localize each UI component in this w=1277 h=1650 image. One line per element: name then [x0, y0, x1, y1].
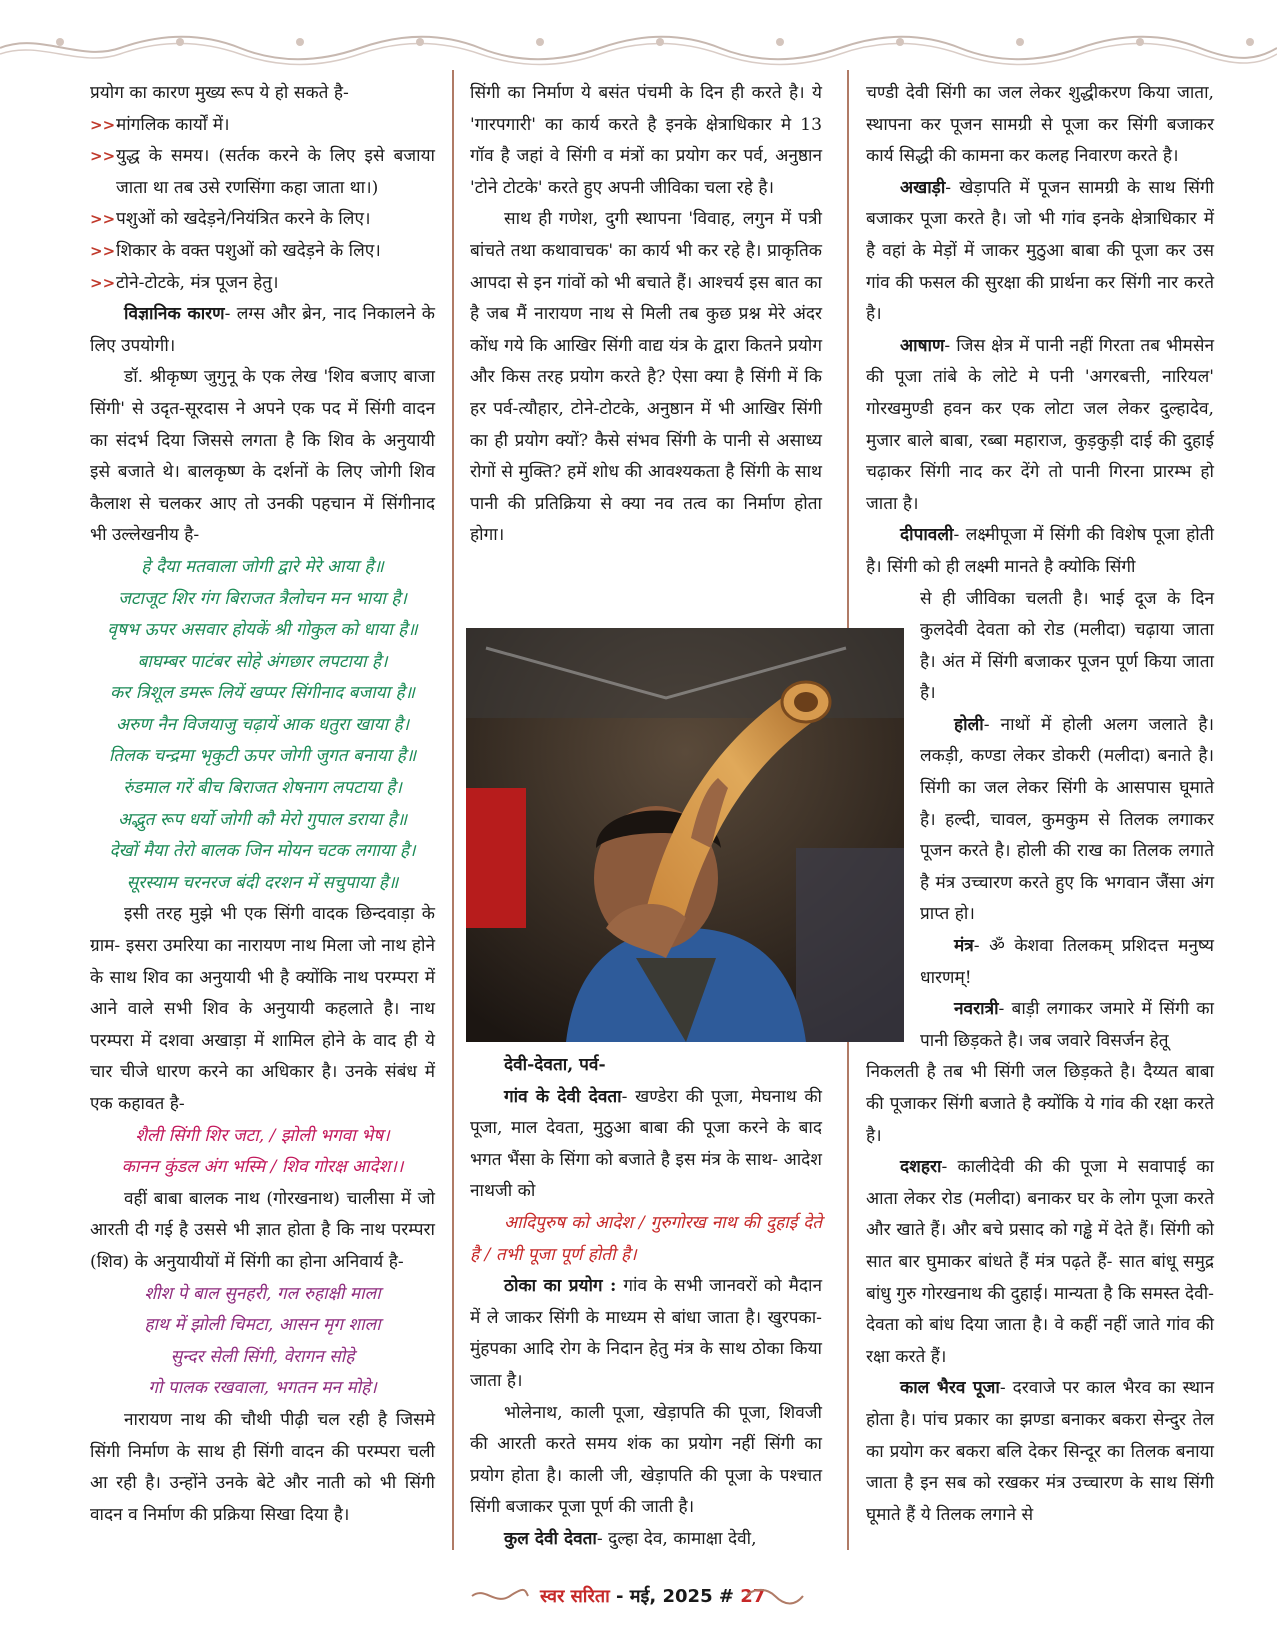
mantra-text: आदिपुरुष को आदेश / गुरुगोरख नाथ की दुहाई देते है / तभी पूजा पूर्ण होती है। [470, 1212, 822, 1265]
paragraph: चण्डी देवी सिंगी का जल लेकर शुद्धीकरण किया जाता, स्थापना कर पूजन सामग्री से पूजा कर सिंगी बजाकर कार्य सिद्धी की कामना कर कलह निवारण करते है। [866, 83, 1214, 167]
paragraph: डॉ. श्रीकृष्ण जुगुनू के एक लेख 'शिव बजाए बाजा सिंगी' से उदृत-सूरदास ने अपने एक पद में सिंगी वादन का संदर्भ दिया जिससे लगता है कि शिव के अनुयायी इसे बजाते थे। बालकृष्ण के दर्शनों के लिए जोगी शिव कैलाश से चलकर आए तो उनकी पहचान में सिंगीनाद भी उल्लेखनीय है- [90, 367, 435, 546]
verse-line: जटाजूट शिर गंग बिराजत त्रैलोचन मन भाया है। [118, 588, 407, 609]
paragraph: इसी तरह मुझे भी एक सिंगी वादक छिन्दवाड़ा के ग्राम- इसरा उमरिया का नारायण नाथ मिला जो नाथ होने के साथ शिव का अनुयायी भी है क्योंकि नाथ परम्परा में आने वाले सभी शिव के अनुयायी कहलाते है। नाथ परम्परा में दशवा अखाड़ा में शामिल होने के वाद ही ये चार चीजे धारण करने का अधिकार है। उनके संबंध में एक कहावत है- [90, 904, 435, 1114]
double-chevron-icon: >> [90, 241, 116, 260]
ornamental-top-border [0, 22, 1277, 70]
column-2-continued [470, 1050, 822, 1556]
bullet-item: >> पशुओं को खदेड़ने/नियंत्रित करने के लिए। [90, 204, 435, 236]
paragraph: वहीं बाबा बालक नाथ (गोरखनाथ) चालीसा में जो आरती दी गई है उससे भी ज्ञात होता है कि नाथ परम्परा (शिव) के अनुयायीयों में सिंगी का होना अनिवार्य है- [90, 1188, 435, 1272]
footer-ornament-left-icon [470, 1586, 530, 1606]
page-footer [0, 1578, 1277, 1614]
verse-line: रुंडमाल गरें बीच बिराजत शेषनाग लपटाया है। [123, 778, 402, 799]
paragraph: आषाण- जिस क्षेत्र में पानी नहीं गिरता तब भीमसेन की पूजा तांबे के लोटे मे पनी 'अगरबत्ती, नारियल' गोरखमुण्डी हवन कर एक लोटा जल लेकर दुल्हादेव, मुजार बाले बाबा, रब्बा महाराज, कुड़कुड़ी दाई की दुहाई चढ़ाकर सिंगी नाद कर देंगे तो पानी गिरना प्रारम्भ हो जाता है। [866, 335, 1214, 514]
double-chevron-icon: >> [90, 147, 116, 166]
paragraph: से ही जीविका चलती है। भाई दूज के दिन कुलदेवी देवता को रोड (मलीदा) चढ़ाया जाता है। अंत में सिंगी बजाकर पूजन पूर्ण किया जाता है। [920, 588, 1214, 704]
double-chevron-icon: >> [90, 115, 116, 134]
verse-line: वृषभ ऊपर असवार होयकें श्री गोकुल को धाया है॥ [107, 620, 418, 641]
verse-line: कानन कुंडल अंग भस्मि / शिव गोरक्ष आदेश।। [121, 1157, 404, 1178]
paragraph: निकलती है तब भी सिंगी जल छिड़कते है। दैय्यत बाबा की पूजाकर सिंगी बजाते है क्योंकि ये गांव की रक्षा करते है। [866, 1062, 1214, 1146]
paragraph: विज्ञानिक कारण- लग्स और ब्रेन, नाद निकालने के लिए उपयोगी। [90, 304, 435, 356]
column-separator-left [452, 70, 454, 1550]
verse-line: शीश पे बाल सुनहरी, गल रुहाक्षी माला [144, 1283, 381, 1304]
verse-line: सूरस्याम चरनरज बंदी दरशन में सचुपाया है॥ [126, 872, 399, 893]
paragraph: मंत्र- ॐ केशवा तिलकम् प्रशिदत्त मनुष्य धारणम्! [920, 936, 1214, 988]
intro-text: प्रयोग का कारण मुख्य रूप ये हो सकते है- [90, 83, 349, 103]
verse-line: सुन्दर सेली सिंगी, वेरागन सोहे [170, 1346, 355, 1367]
bullet-item: >> युद्ध के समय। (सर्तक करने के लिए इसे बजाया जाता था तब उसे रणसिंगा कहा जाता था।) [90, 141, 435, 204]
double-chevron-icon: >> [90, 210, 116, 229]
paragraph: नवरात्री- बाड़ी लगाकर जमारे में सिंगी का पानी छिड़कते है। जब जवारे विसर्जन हेतू [920, 999, 1214, 1051]
paragraph: गांव के देवी देवता- खण्डेरा की पूजा, मेघनाथ की पूजा, माल देवता, मुठुआ बाबा की पूजा करने के बाद भगत भैंसा के सिंगा को बजाते है इस मंत्र के साथ- आदेश नाथजी को [470, 1086, 822, 1202]
double-chevron-icon: >> [90, 273, 116, 292]
verse-line: हे दैया मतवाला जोगी द्वारे मेरे आया है॥ [141, 556, 384, 577]
paragraph: भोलेनाथ, काली पूजा, खेड़ापति की पूजा, शिवजी की आरती करते समय शंक का प्रयोग नहीं सिंगी का प्रयोग होता है। काली जी, खेड़ापति की पूजा के पश्चात सिंगी बजाकर पूजा पूर्ण की जाती है। [470, 1402, 822, 1518]
verse-line: शैली सिंगी शिर जटा, / झोली भगवा भेष। [135, 1125, 390, 1146]
photo-singi-player [466, 628, 904, 1042]
paragraph: ठोका का प्रयोग : गांव के सभी जानवरों को मैदान में ले जाकर सिंगी के माध्यम से बांधा जाता है। खुरपका-मुंहपका आदि रोग के निदान हेतु मंत्र के साथ ठोका किया जाता है। [470, 1276, 822, 1391]
section-heading: देवी-देवता, पर्व- [504, 1055, 606, 1075]
paragraph: होली- नाथों में होली अलग जलाते है। लकड़ी, कण्डा लेकर डोकरी (मलीदा) बनाते है। सिंगी का जल लेकर सिंगी के आसपास घूमाते है। हल्दी, चावल, कुमकुम से तिलक लगाकर पूजन करते है। होली की राख का तिलक लगाते है मंत्र उच्चारण करते हुए कि भगवान जैंसा अंग प्राप्त हो। [920, 714, 1214, 925]
issue-date: - मई, 2025 # [616, 1586, 734, 1607]
verse-line: अद्भुत रूप धर्यो जोगी कौ मेरो गुपाल डराया है॥ [117, 809, 408, 830]
verse-line: तिलक चन्द्रमा भृकुटी ऊपर जोगी जुगत बनाया है॥ [108, 746, 417, 767]
paragraph: काल भैरव पूजा- दरवाजे पर काल भैरव का स्थान होता है। पांच प्रकार का झण्डा बनाकर बकरा सेन्दुर तेल का प्रयोग कर बकरा बलि देकर सिन्दूर का तिलक बनाया जाता है इन सब को रखकर मंत्र उच्चारण के साथ सिंगी घूमाते हैं ये तिलक लगाने से [866, 1378, 1214, 1525]
verse-line: बाघम्बर पाटंबर सोहे अंगछार लपटाया है। [137, 651, 388, 672]
paragraph: सिंगी का निर्माण ये बसंत पंचमी के दिन ही करते है। ये 'गारपगारी' का कार्य करते है इनके क्षेत्राधिकार मे 13 गॉव है जहां वे सिंगी व मंत्रों का प्रयोग कर पर्व, अनुष्ठान 'टोने टोटके' करते हुए अपनी जीविका चला रहे है। [470, 83, 822, 198]
paragraph: नारायण नाथ की चौथी पीढ़ी चल रही है जिसमे सिंगी निर्माण के साथ ही सिंगी वादन की परम्परा चली आ रही है। उन्होंने उनके बेटे और नाती को भी सिंगी वादन व निर्माण की प्रक्रिया सिखा दिया है। [90, 1409, 435, 1525]
footer-ornament-right-icon [745, 1586, 805, 1606]
paragraph: साथ ही गणेश, दुगी स्थापना 'विवाह, लगुन में पत्री बांचते तथा कथावाचक' का कार्य भी कर रहे है। प्राकृतिक आपदा से इन गांवों को भी बचाते हैं। आश्चर्य इस बात का है जब मैं नारायण नाथ से मिली तब कुछ प्रश्न मेरे अंदर कोंध गये कि आखिर सिंगी वाद्य यंत्र के द्वारा कितने प्रयोग और किस तरह प्रयोग करते है? ऐसा क्या है सिंगी में कि हर पर्व-त्यौहार, टोने-टोटके, अनुष्ठान में भी आखिर सिंगी का ही प्रयोग क्यों? कैसे संभव सिंगी के पानी से असाध्य रोगों से मुक्ति? हमें शोध की आवश्यकता है सिंगी के साथ पानी की प्रतिक्रिया से क्या नव तत्व का निर्माण होता होगा। [470, 209, 822, 546]
page-number: 27 [740, 1586, 766, 1607]
bullet-item: >> टोने-टोटके, मंत्र पूजन हेतु। [90, 268, 435, 300]
bullet-item: >> मांगलिक कार्यों में। [90, 110, 435, 142]
paragraph: कुल देवी देवता- दुल्हा देव, कामाक्षा देवी, [504, 1528, 757, 1549]
column-1 [90, 78, 435, 1531]
paragraph: अखाड़ी- खेड़ापति में पूजन सामग्री के साथ सिंगी बजाकर पूजा करते है। जो भी गांव इनके क्षेत्राधिकार में है वहां के मेड़ों में जाकर मुठुआ बाबा की पूजा कर उस गांव की फसल की सुरक्षा की प्रार्थना कर सिंगी नार करते है। [866, 177, 1214, 325]
verse-line: हाथ में झोली चिमटा, आसन मृग शाला [144, 1315, 381, 1336]
column-2 [470, 78, 822, 552]
paragraph: दीपावली- लक्ष्मीपूजा में सिंगी की विशेष पूजा होती है। सिंगी को ही लक्ष्मी मानते है क्योकि सिंगी [866, 525, 1214, 577]
magazine-name: स्वर सरिता [540, 1586, 610, 1607]
bullet-item: >> शिकार के वक्त पशुओं को खदेड़ने के लिए। [90, 236, 435, 268]
paragraph: दशहरा- कालीदेवी की की पूजा मे सवापाई का आता लेकर रोड (मलीदा) बनाकर घर के लोग पूजा करते और खाते हैं। और बचे प्रसाद को गड्ढे में देते हैं। सिंगी को सात बार घुमाकर बांधते हैं मंत्र पढ़ते हैं- सात बांधू समुद्र बांधु गुरु गोरखनाथ की दुहाई। मान्यता है कि समस्त देवी-देवता को बांध दिया जाता है। वे कहीं नहीं जाते गांव की रक्षा करते हैं। [866, 1157, 1214, 1367]
verse-line: अरुण नैन विजयाजु चढ़ायें आक धतुरा खाया है। [115, 714, 410, 735]
column-3 [866, 78, 1214, 1531]
verse-line: कर त्रिशूल डमरू लियें खप्पर सिंगीनाद बजाया है॥ [110, 683, 415, 704]
verse-line: देखों मैया तेरो बालक जिन मोयन चटक लगाया है। [109, 841, 416, 862]
verse-line: गो पालक रखवाला, भगतन मन मोहे। [148, 1378, 377, 1399]
